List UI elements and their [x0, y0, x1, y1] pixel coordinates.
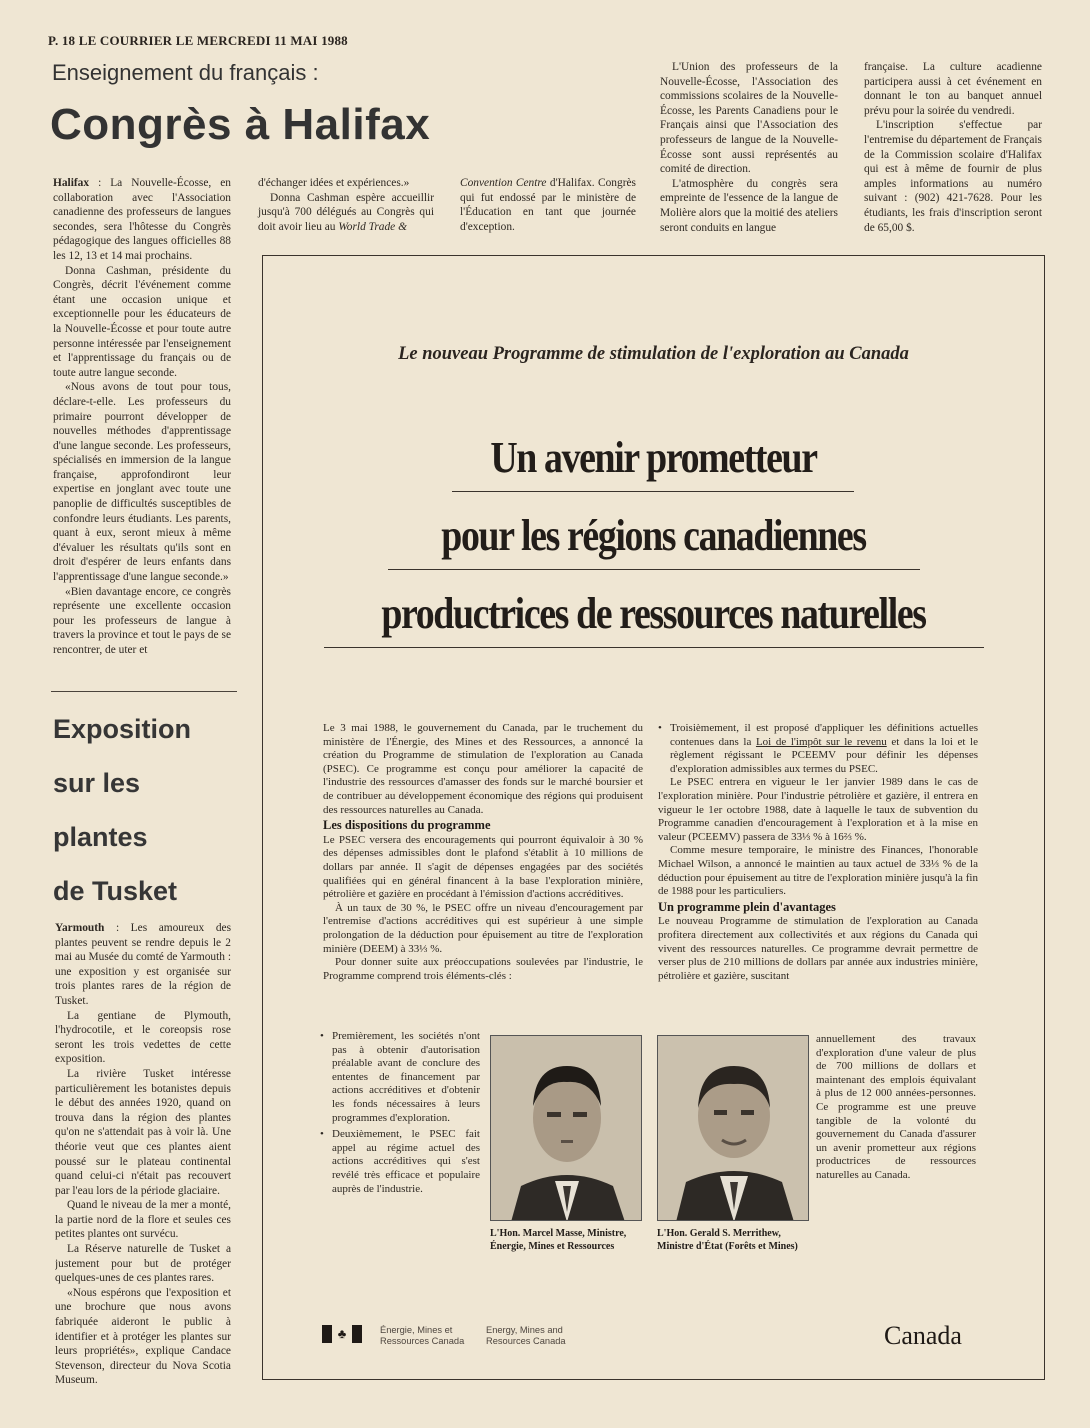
article-headline: Congrès à Halifax: [50, 100, 431, 149]
section-heading: Les dispositions du programme: [323, 818, 491, 833]
list-item: • Premièrement, les sociétés n'ont pas à obtenir d'autorisation préalable avant de conclure des ententes de financement par actions accréditives et d'obtenir les fonds nécessaires à leurs programmes d'exploration.: [320, 1030, 480, 1125]
paragraph: Donna Cashman espère accueillir jusqu'à 700 délégués au Congrès qui doit avoir lieu au: [258, 191, 434, 233]
paragraph: «Nous espérons que l'exposition et une brochure que nous avons fabriquée aideront le public à identifier et à protéger les plantes sur leurs propriétés», explique Candace Stevenson, directeur du Nova Scotia Museum.: [55, 1286, 231, 1387]
emr-signature-french: Énergie, Mines et Ressources Canada: [380, 1325, 465, 1346]
section-heading: Un programme plein d'avantages: [658, 899, 836, 914]
paragraph: L'Union des professeurs de la Nouvelle-Écosse, l'Association des commissions scolaires de la Nouvelle-Écosse, les Parents Canadiens pour le Français ainsi que l'Association des professeurs de langue de la Nouvelle-Écosse sont aussi représentés au comité de direction.: [660, 61, 838, 176]
ad-headline-rule: [388, 569, 920, 570]
paragraph: Quand le niveau de la mer a monté, la partie nord de la flore et seules ces petites plantes ont survécu.: [55, 1199, 231, 1241]
paragraph: française. La culture acadienne participera aussi à cet événement en donnant le ton au banquet annuel prévu pour la soirée du vendredi.: [864, 61, 1042, 117]
ad-headline-line-3: productrices de ressources naturelles: [381, 589, 926, 638]
paragraph: : La Nouvelle-Écosse, en collaboration avec l'Association canadienne des professeurs de langues secondes, sera l'hôtesse du Congrès pédagogique des langues officielles 88 les 12, 13 et 14 mai prochains.: [53, 177, 231, 262]
paragraph: Le PSEC entrera en vigueur le 1er janvier 1989 dans le cas de l'exploration minière. Pour l'industrie pétrolière et gazière, il entrera en vigueur le 1er octobre 1988, date à laquelle le taux de subvention du Programme canadien d'encouragement à l'exploration et à la mise en valeur (PCEEMV) passera de 33⅓ % à 16⅔ %.: [658, 776, 978, 843]
paragraph: La gentiane de Plymouth, l'hydrocotile, et le coreopsis rose seront les trois vedettes de cette exposition.: [55, 1009, 231, 1066]
paragraph: Le 3 mai 1988, le gouvernement du Canada, par le truchement du ministère de l'Énergie, des Mines et des Ressources, a annoncé la création du Programme de stimulation de l'exploration au Canada (PSEC). Ce programme est conçu pour améliorer la capacité de l'industrie des ressources d'amasser des fonds sur le marché boursier et de contribuer au développement économique des régions qui produisent des ressources naturelles au Canada.: [323, 722, 643, 816]
ad-kicker: Le nouveau Programme de stimulation de l'exploration au Canada: [398, 344, 909, 364]
article1-column-3: [460, 176, 636, 234]
ad-column-right: [658, 722, 978, 983]
paragraph: «Bien davantage encore, ce congrès représente une excellente occasion pour les professeurs de langue à travers la province et tout le pays de se rencontrer, de uter et: [53, 585, 231, 656]
paragraph: L'inscription s'effectue par l'entremise du département de Français de la Commission scolaire d'Halifax qui est à même de fournir de plus amples informations au numéro suivant : (902) 421-7628. Pour les étudiants, les frais d'inscription seront de 65,00 $.: [864, 119, 1042, 234]
canada-flag-icon: ♣: [322, 1325, 362, 1343]
venue-name: World Trade &: [338, 220, 407, 233]
photo-caption-merrithew: L'Hon. Gerald S. Merrithew, Ministre d'État (Forêts et Mines): [657, 1228, 798, 1252]
paragraph: «Nous avons de tout pour tous, déclare-t-elle. Les professeurs du primaire pourront développer de nouvelles méthodes d'apprentissage d'une langue seconde. Les professeurs, spécialisés en immersion de la langue française, approfondiront leur expertise en jonglant avec toute une panoplie de difficultés susceptibles de confondre leurs étudiants. Les parents, quant à eux, seront mieux à même d'évaluer les résultats qu'ils sont en droit d'espérer de leurs enfants dans l'apprentissage d'une langue seconde.»: [53, 381, 231, 584]
paragraph: La Réserve naturelle de Tusket a justement pour but de protéger quelques-unes de ces plantes rares.: [55, 1243, 231, 1285]
paragraph: L'atmosphère du congrès sera empreinte de l'essence de la langue de Molière alors que la moitié des ateliers seront conduits en langue: [660, 177, 838, 234]
paragraph: La rivière Tusket intéresse particulièrement les botanistes depuis le début des années 1920, quand on trouva dans la région des plantes qu'on ne s'attendait pas à voir là. Une théorie veut que ces plantes aient poussé sur le plateau continental quand celui-ci n'était pas recouvert par l'eau lors de la période glaciaire.: [55, 1067, 231, 1197]
emr-signature-english: Energy, Mines and Resources Canada: [486, 1325, 566, 1346]
paragraph: Le PSEC versera des encouragements qui pourront équivaloir à 30 % des dépenses admissibles dont le plafond s'établit à 10 millions de dollars par année. Il s'agit de dépenses engagées par des sociétés qualifiées qui en général financent à la base l'exploration minière, pétrolière et gazière en procédant à l'émission d'actions accréditives.: [323, 833, 643, 901]
list-item: • Troisièmement, il est proposé d'appliquer les définitions actuelles contenues dans la Loi de l'impôt sur le revenu et dans la loi et le règlement régissant le PCEEMV pour définir les dépenses d'exploration admissibles aux termes du PSEC.: [658, 722, 978, 776]
ad-bullet-list: [320, 1030, 480, 1196]
paragraph: Donna Cashman, présidente du Congrès, décrit l'événement comme étant une occasion unique et exceptionnelle pour les éducateurs de la Nouvelle-Écosse et pour toute autre personne intéressée par l'enseignement et l'apprentissage du français ou de toute autre langue seconde.: [53, 264, 231, 379]
paragraph: Le nouveau Programme de stimulation de l'exploration au Canada profitera directement aux collectivités et aux régions du Canada qui vivent des ressources naturelles. Ce programme devrait permettre de verser plus de 210 millions de dollars par année aux industries minière, pétrolière et gazière, suscitant: [658, 915, 978, 982]
paragraph: Comme mesure temporaire, le ministre des Finances, l'honorable Michael Wilson, a annoncé le maintien au taux actuel de 33⅓ % de la déduction pour épuisement au titre de l'exploration minière jusqu'à la fin de 1988 pour les particuliers.: [658, 844, 978, 898]
article1-column-1: [53, 176, 231, 684]
article2-body: [55, 921, 231, 1391]
article-kicker: Enseignement du français :: [52, 60, 319, 85]
paragraph: annuellement des travaux d'exploration d'une valeur de plus de 700 millions de dollars et maintenant des emplois équivalant à plus de 12 000 années-personnes. Ce programme est une preuve tangible de la volonté du gouvernement du Canada d'assurer un avenir prometteur aux régions productrices de ressources naturelles au Canada.: [816, 1033, 976, 1181]
article1-column-4: [660, 60, 838, 238]
paragraph: Pour donner suite aux préoccupations soulevées par l'industrie, le Programme comprend trois éléments-clés :: [323, 956, 643, 982]
paragraph: d'échanger idées et expériences.»: [258, 177, 410, 189]
venue-name: Convention Centre: [460, 177, 547, 189]
dateline: Halifax: [53, 177, 90, 189]
article1-column-5: [864, 60, 1042, 235]
ad-column-left: [323, 722, 643, 983]
article1-column-2: [258, 176, 434, 234]
portrait-photo-masse: [490, 1035, 642, 1221]
list-item: • Deuxièmement, le PSEC fait appel au régime actuel des actions accréditives qui s'est revélé très efficace et populaire auprès de l'industrie.: [320, 1128, 480, 1196]
paragraph: d'Halifax. Congrès qui fut endossé par le ministère de l'Éducation en tant que journée d'exception.: [460, 177, 636, 233]
paragraph: : Les amoureux des plantes peuvent se rendre depuis le 2 mai au Musée du comté de Yarmouth : une exposition y est organisée sur trois plantes rares de la région de Tusket.: [55, 922, 231, 1007]
ad-headline-line-1: Un avenir prometteur: [490, 433, 817, 482]
ad-headline-rule: [324, 647, 984, 648]
section-divider: [51, 691, 237, 692]
portrait-photo-merrithew: [657, 1035, 809, 1221]
ad-headline-line-2: pour les régions canadiennes: [441, 511, 866, 560]
article2-title: Exposition sur les plantes de Tusket: [53, 714, 192, 906]
dateline: Yarmouth: [55, 922, 105, 934]
ad-headline-rule: [452, 491, 854, 492]
canada-wordmark: Canada: [884, 1321, 962, 1350]
ad-column-right-continued: [816, 1033, 976, 1183]
paragraph: À un taux de 30 %, le PSEC offre un niveau d'encouragement par l'entremise d'actions accréditives qui est supérieur à une simple prolongation de la déduction pour épuisement au titre de l'exploration minière (DEEM) à 33⅓ %.: [323, 901, 643, 955]
page-folio: P. 18 LE COURRIER LE MERCREDI 11 MAI 1988: [48, 33, 348, 48]
photo-caption-masse: L'Hon. Marcel Masse, Ministre, Énergie, Mines et Ressources: [490, 1228, 627, 1252]
